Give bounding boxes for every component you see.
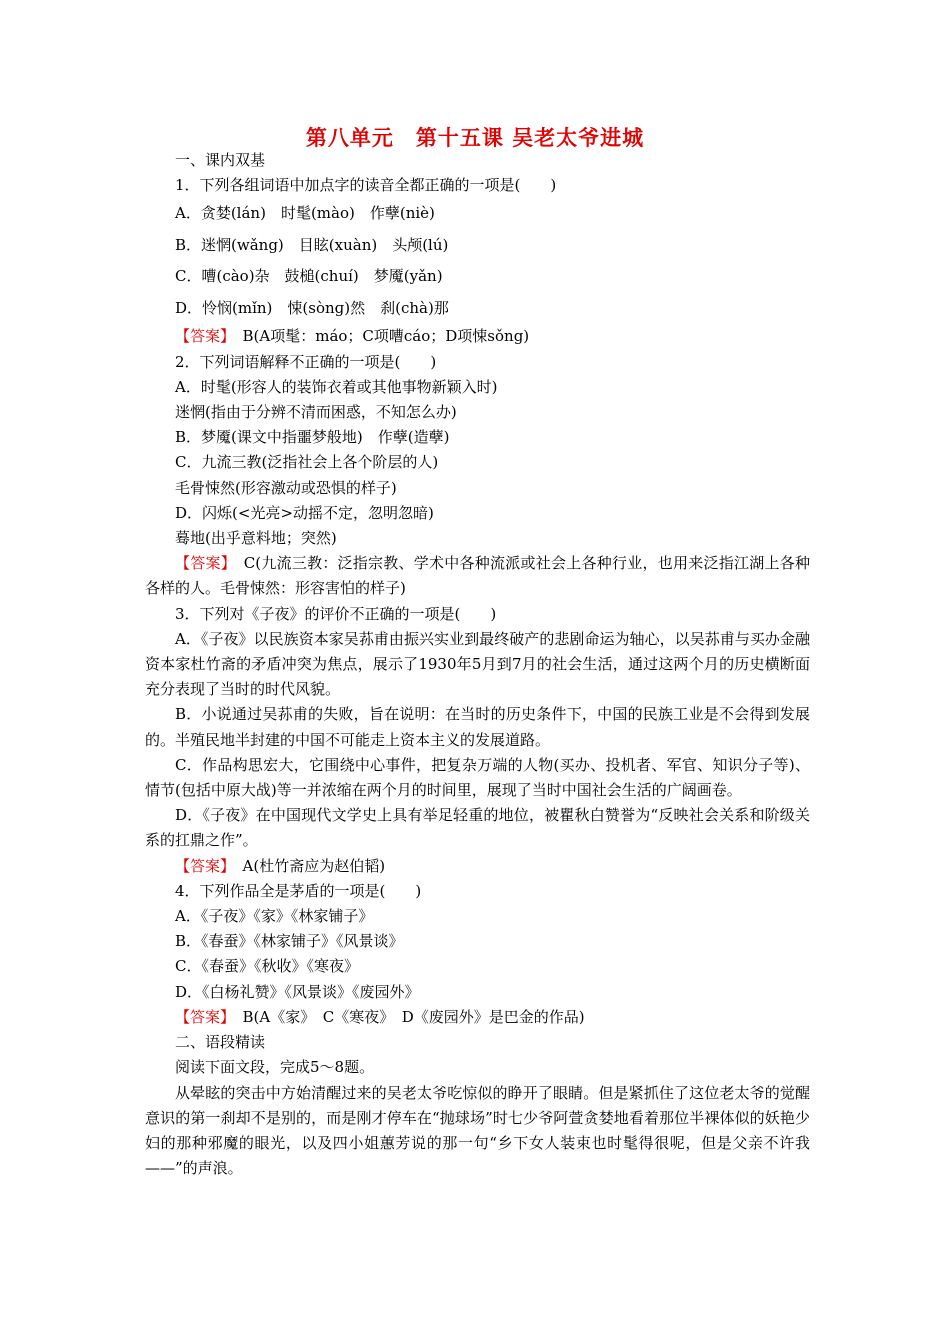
question-1-stem: 1．下列各组词语中加点字的读音全都正确的一项是( ) <box>175 176 557 195</box>
answer-text: B(A《家》 C《寒夜》 D《废园外》是巴金的作品) <box>227 1007 585 1026</box>
answer-tag: 【答案】 <box>175 554 229 573</box>
question-4-stem: 4．下列作品全是茅盾的一项是( ) <box>175 881 422 900</box>
question-3-answer <box>145 854 810 879</box>
answer-text: A(杜竹斋应为赵伯韬) <box>227 856 386 875</box>
answer-text: C(九流三教：泛指宗教、学术中各种流派或社会上各种行业，也用来泛指江湖上各种各样的人。毛骨悚然：形容害怕的样子) <box>145 554 810 598</box>
question-4-option-c: C．《春蚕》《秋收》《寒夜》 <box>175 957 359 976</box>
question-1-option-a: A．贪婪(lán) 时髦(mào) 作孽(niè) <box>175 204 435 223</box>
question-3-stem: 3．下列对《子夜》的评价不正确的一项是( ) <box>175 604 497 623</box>
answer-tag: 【答案】 <box>175 856 228 875</box>
question-1-option-b: B．迷惘(wǎng) 目眩(xuàn) 头颅(lú) <box>175 235 449 254</box>
question-3-option-c: C．作品构思宏大，它围绕中心事件，把复杂万端的人物(买办、投机者、军官、知识分子等)、情节(包括中原大战)等一并浓缩在两个月的时间里，展现了当时中国社会生活的广阔画卷。 <box>145 755 810 800</box>
question-2-line-6: D．闪烁(<光亮>动摇不定，忽明忽暗) <box>175 503 434 522</box>
answer-text: B(A项髦：máo；C项嘈cáo；D项悚sǒng) <box>227 327 530 346</box>
question-3-option-d: D．《子夜》在中国现代文学史上具有举足轻重的地位，被瞿秋白赞誉为“反映社会关系和阶级关系的扛鼎之作”。 <box>145 806 810 850</box>
answer-tag: 【答案】 <box>175 327 228 346</box>
question-2-stem: 2．下列词语解释不正确的一项是( ) <box>175 352 437 371</box>
question-2-line-2: 迷惘(指由于分辨不清而困惑，不知怎么办) <box>175 403 457 422</box>
document-body <box>145 148 810 1181</box>
question-3-option-b: B．小说通过吴荪甫的失败，旨在说明：在当时的历史条件下，中国的民族工业是不会得到发展的。半殖民地半封建的中国不可能走上资本主义的发展道路。 <box>145 705 810 749</box>
question-2-line-7: 蓦地(出乎意料地；突然) <box>175 529 337 548</box>
question-2-line-1: A．时髦(形容人的装饰衣着或其他事物新颖入时) <box>175 377 498 396</box>
question-1-option-d: D．怜悯(mǐn) 悚(sònɡ)然 刹(chà)那 <box>175 298 449 317</box>
question-2-line-3: B．梦魇(课文中指噩梦般地) 作孽(造孽) <box>175 428 450 447</box>
question-2-answer <box>145 551 810 601</box>
question-4-answer <box>145 1005 810 1030</box>
answer-tag: 【答案】 <box>175 1007 228 1026</box>
lesson-title: 第八单元 第十五课 吴老太爷进城 <box>305 125 645 150</box>
section-heading-2: 二、语段精读 <box>175 1033 266 1052</box>
question-3-option-a: A．《子夜》以民族资本家吴荪甫由振兴实业到最终破产的悲剧命运为轴心，以吴荪甫与买办金融资本家杜竹斋的矛盾冲突为焦点，展示了1930年5月到7月的社会生活，通过这两个月的历史横断面充分表现了当时的时代风貌。 <box>145 629 810 699</box>
question-1-option-c: C．嘈(cào)杂 鼓槌(chuí) 梦魇(yǎn) <box>175 267 443 286</box>
question-4-option-b: B．《春蚕》《林家铺子》《风景谈》 <box>175 932 404 951</box>
reading-instruction: 阅读下面文段，完成5～8题。 <box>175 1058 375 1077</box>
question-2-line-5: 毛骨悚然(形容激动或恐惧的样子) <box>175 478 397 497</box>
question-2-line-4: C．九流三教(泛指社会上各个阶层的人) <box>175 453 439 472</box>
question-1-answer <box>145 324 810 349</box>
question-4-option-a: A．《子夜》《家》《林家铺子》 <box>175 907 374 926</box>
question-4-option-d: D．《白杨礼赞》《风景谈》《废园外》 <box>175 982 420 1001</box>
reading-passage: 从晕眩的突击中方始清醒过来的吴老太爷吃惊似的睁开了眼睛。但是紧抓住了这位老太爷的觉醒意识的第一刹却不是别的，而是刚才停车在“抛球场”时七少爷阿萱贪婪地看着那位半裸体似的妖艳少妇的那种邪魔的眼光，以及四小姐蕙芳说的那一句“乡下女人装束也时髦得很呢，但是父亲不许我——”的声浪。 <box>145 1083 810 1178</box>
section-heading-1: 一、课内双基 <box>175 151 266 169</box>
